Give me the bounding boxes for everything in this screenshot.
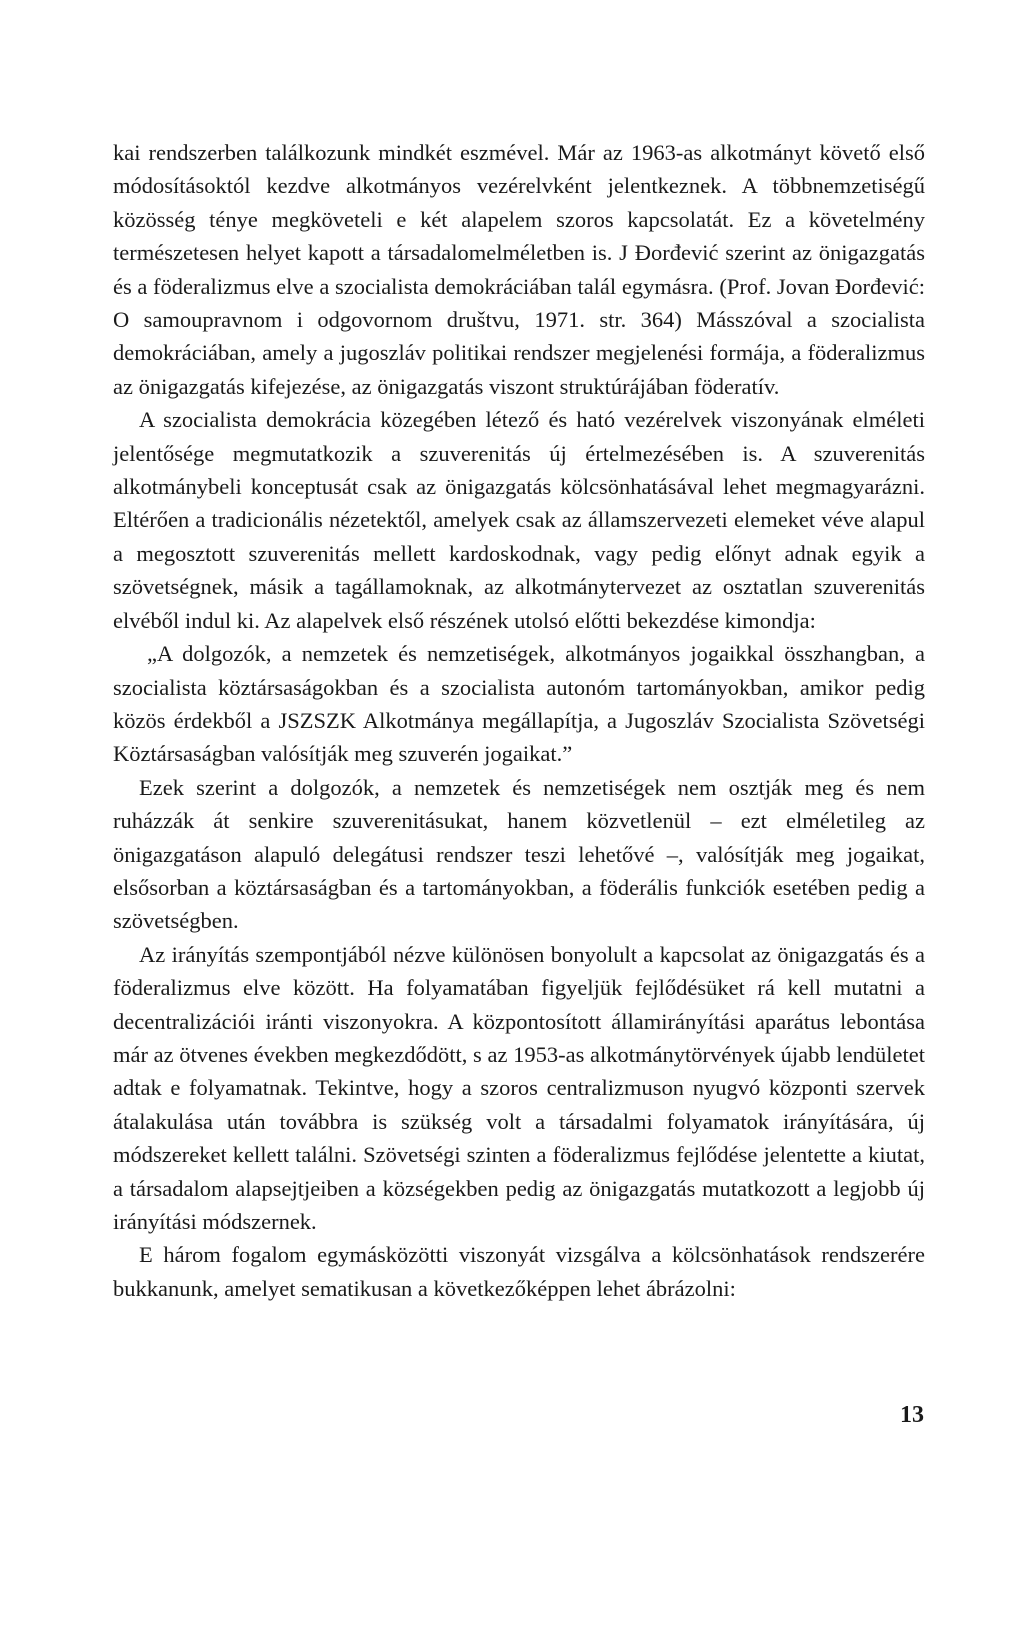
paragraph-sovereignty: A szocialista demokrácia közegében létező és ható vezérelvek viszonyának elméleti jelentősége megmutatkozik a szuverenitás új értelmezésében is. A szuverenitás alkotmánybeli konceptusát csak az önigazgatás kölcsönhatásával lehet megmagyarázni. Eltérően a tradicionális nézetektől, amelyek csak az államszervezeti elemeket véve alapul a megosztott szuverenitás mellett kardoskodnak, vagy pedig előnyt adnak egyik a szövetségnek, másik a tagállamoknak, az alkotmánytervezet az osztatlan szuverenitás elvéből indul ki. Az alapelvek első részének utolsó előtti bekezdése kimondja: [113, 407, 925, 633]
paragraph-concepts: E három fogalom egymásközötti viszonyát vizsgálva a kölcsönhatások rendszerére bukkanunk, amelyet sematikusan a következőképpen lehet ábrázolni: [113, 1242, 925, 1301]
block-quote: „A dolgozók, a nemzetek és nemzetiségek, alkotmányos jogaikkal összhangban, a szocialista köztársaságokban és a szocialista autonóm tartományokban, amikor pedig közös érdekből a JSZSZK Alkotmánya megállapítja, a Jugoszláv Szocialista Szövetségi Köztársaságban valósítják meg szuverén jogaikat.” [113, 641, 925, 767]
page-body [113, 136, 925, 1305]
page-number: 13 [900, 1402, 924, 1428]
paragraph-governance: Az irányítás szempontjából nézve különösen bonyolult a kapcsolat az önigazgatás és a föderalizmus elve között. Ha folyamatában figyeljük fejlődésüket rá kell mutatni a decentralizációi iránti viszonyokra. A központosított államirányítási aparátus lebontása már az ötvenes években megkezdődött, s az 1953-as alkotmánytörvények újabb lendületet adtak e folyamatnak. Tekintve, hogy a szoros centralizmuson nyugvó központi szervek átalakulása után továbbra is szükség volt a társadalmi folyamatok irányítására, új módszereket kellett találni. Szövetségi szinten a föderalizmus fejlődése jelentette a kiutat, a társadalom alapsejtjeiben a községekben pedig az önigazgatás mutatkozott a legjobb új irányítási módszernek. [113, 941, 925, 1234]
paragraph-workers: Ezek szerint a dolgozók, a nemzetek és nemzetiségek nem osztják meg és nem ruházzák át senkire szuverenitásukat, hanem közvetlenül – ezt elméletileg az önigazgatáson alapuló delegátusi rendszer teszi lehetővé –, valósítják meg jogaikat, elsősorban a köztársaságban és a tartományokban, a föderális funkciók esetében pedig a szövetségben. [113, 774, 925, 934]
paragraph-continuation: kai rendszerben találkozunk mindkét eszmével. Már az 1963-as alkotmányt követő első módosításoktól kezdve alkotmányos vezérelvként jelentkeznek. A többnemzetiségű közösség ténye megköveteli e két alapelem szoros kapcsolatát. Ez a követelmény természetesen helyet kapott a társadalomelméletben is. J Đorđević szerint az önigazgatás és a föderalizmus elve a szocialista demokráciában talál egymásra. (Prof. Jovan Đorđević: O samoupravnom i odgovornom društvu, 1971. str. 364) Másszóval a szocialista demokráciában, amely a jugoszláv politikai rendszer megjelenési formája, a föderalizmus az önigazgatás kifejezése, az önigazgatás viszont struktúrájában föderatív. [113, 140, 925, 399]
